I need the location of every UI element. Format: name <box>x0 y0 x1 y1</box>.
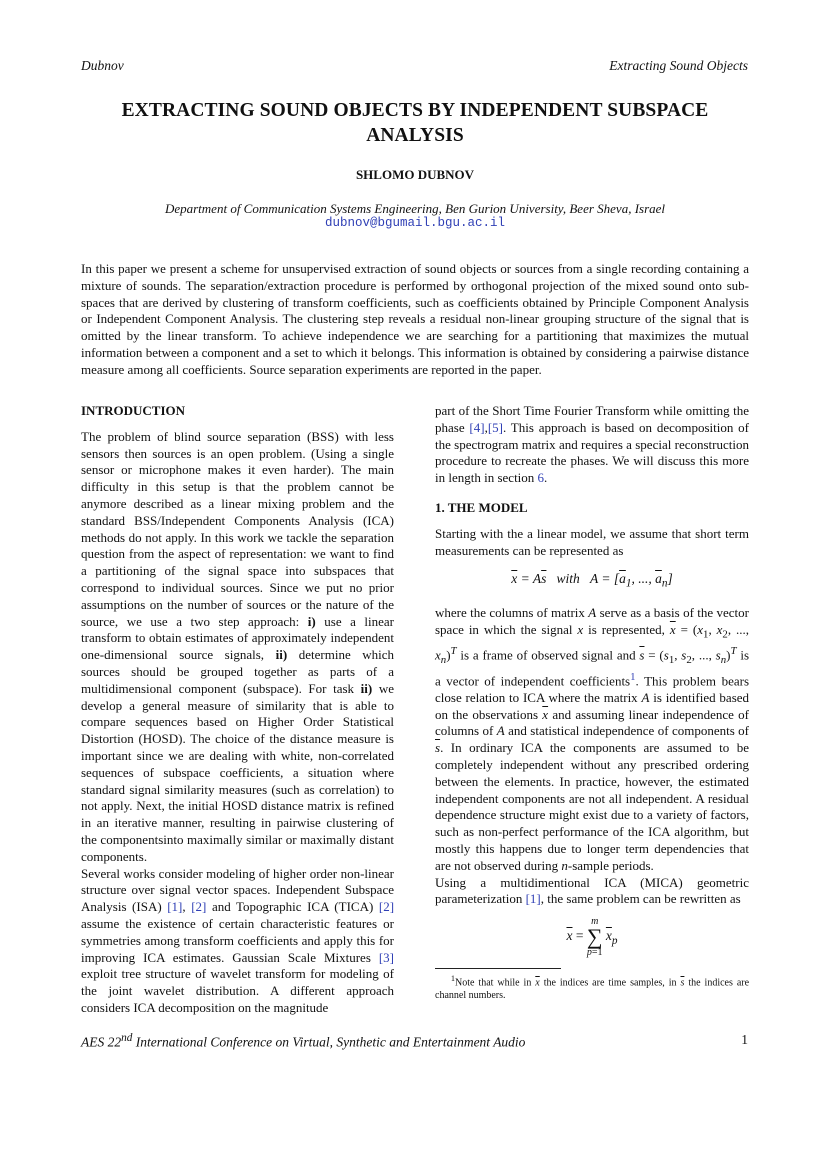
intro-text: The problem of blind source separation (BSS) with less sensors then sources is an open problem. (Using a single sensor or microphone makes it even harder). The main difficulty in this setup is that the problem cannot be anymore described as a linear mixing problem and the standard BSS/Independent Components Analysis (ICA) methods do not apply. In this work we tackle the separation question from the aspect of representation: we want to find a partitioning of the signal space into subspaces that correspond to individual sources. Since we put no prior assumptions on the number of sources or the nature of the source, we use a two step approach: <box>81 428 394 629</box>
right-column <box>435 403 749 1003</box>
body-text: is identified based on the observations <box>435 689 750 722</box>
author-name: SHLOMO DUBNOV <box>355 167 475 182</box>
intro-paragraph-1 <box>81 429 394 866</box>
body-text: and assuming linear independence of columns of <box>435 706 750 739</box>
intro-text: we develop a general measure of similarity that is able to compare sequences based on Higher Order Statistical Distortion (HOSD). The choice of the distance measure is important since we are dealing with white, non-correlated sequences of subspace coefficients, a situation where standard signal similarity measures (such as correlation) to not apply. Next, the initial HOSD distance matrix is refined in an iterative manner, resulting in pairwise clustering of the componentsinto maximally similar or maximally distant components. <box>81 680 395 864</box>
intro-text: exploit tree structure of wavelet transform for modeling of the joint wavelet distribution. A different approach considers ICA decomposition on the magnitude <box>81 966 394 1015</box>
section-heading-model: 1. THE MODEL <box>435 499 528 515</box>
body-text: part of the Short Time Fourier Transform while omitting the phase <box>435 403 749 435</box>
intro-text: and Topographic ICA (TICA) <box>211 899 374 915</box>
affiliation: Department of Communication Systems Engineering, Ben Gurion University, Beer Sheva, Israel <box>164 201 666 216</box>
footnote-text: the indices are channel numbers. <box>435 977 750 1002</box>
equation-mica-sum: $\overline{x} = m$ ∑ p=1 $\overline{x}_p$ <box>566 916 618 959</box>
model-paragraph-3 <box>435 875 749 909</box>
intro-paragraph-2: Several works consider modeling of higher order non-linear structure over signal vector spaces. Independent Subspace Analysis (ISA) [1], [2] and Topographic ICA (TICA) [2] assume the existence of certain characteristic features or symmetries among transform coefficients and apply this for improving ICA estimates. Gaussian Scale Mixtures [3] exploit tree structure of wavelet transform for modeling of the joint wavelet distribution. A different approach considers ICA decomposition on the magnitude <box>81 865 395 1015</box>
citation-link[interactable]: [3] <box>378 949 394 965</box>
list-label-ii: ii) <box>360 680 373 696</box>
citation-link[interactable]: [4] <box>469 419 485 435</box>
body-text: Using a multidimentional ICA (MICA) geometric parameterization <box>435 874 749 907</box>
footnote-rule <box>435 968 561 969</box>
running-header-title: Extracting Sound Objects <box>609 58 748 73</box>
intro-text: determine which sources should be grouped together as parts of a multidimensional component (subspace). For task <box>81 647 395 696</box>
author-email-link[interactable]: dubnov@bgumail.bgu.ac.il <box>324 216 506 230</box>
body-text: and statistical independence of components of <box>508 723 750 739</box>
footnote-marker-link[interactable]: 1 <box>630 670 636 683</box>
footer-ordinal: nd <box>121 1032 133 1044</box>
footer-conference-name: International Conference on Virtual, Synthetic and Entertainment Audio <box>135 1034 526 1050</box>
intro-text: Several works consider modeling of higher order non-linear structure over signal vector spaces. Independent Subspace Analysis (ISA) <box>81 865 394 915</box>
body-text: serve as a basis of the vector space in which the signal <box>435 604 750 637</box>
footnote: $^1$Note that while in $\overline{x}$ the indices are time samples, in $\overline{s}$ the indices are channel numbers. <box>435 974 750 1002</box>
footnote-text: Note that while in <box>455 977 532 989</box>
section-ref-link[interactable]: 6 <box>537 470 545 486</box>
equation-word: with <box>556 571 580 587</box>
citation-link[interactable]: [5] <box>487 419 503 435</box>
left-column <box>81 403 394 1017</box>
body-text: is represented, <box>588 621 665 637</box>
equation-linear-model: $\overline{x} = A\overline{s}$ with $A = [\overline{a}_1$, ..., $\overline{a}_n$] <box>511 571 673 591</box>
model-paragraph-2: where the columns of matrix A serve as a basis of the vector space in which the signal x is represented, $\overline{x} = (x_1$, $x_2$, ..., $x_n)^T$ is a frame of observed signal and $\overline{s} = (s_1$, $s_2$, ..., $s_n)^T$ is a vector of independent coefficients$^1$. This problem bears close relation to ICA where the matrix A is identified based on the observations $\overline{x}$ and assuming linear independence of columns of A and statistical independence of components of $\overline{s}$. In ordinary ICA the components are assumed to be completely independent without any prescribed ordering between the elements. In practice, however, the estimated independent components are not all independent. A residual dependence structure might exist due to a variety of factors, such as non-perfect performance of the ICA algorithm, but mostly this happens due to longer term dependencies that are not observed during n-sample periods. <box>435 604 750 873</box>
list-label-i: i) <box>307 613 316 629</box>
abstract: In this paper we present a scheme for unsupervised extraction of sound objects or sources from a single recording containing a mixture of sounds. The separation/extraction procedure is performed by orthogonal projection of the mixed sound onto sub-spaces that are derived by clustering of transform coefficients, such as coefficients obtained by Principle Component Analysis or Independent Component Analysis. The clustering step reveals a residual non-linear grouping structure of the signal that is omitted by the linear transform. To achieve independence we are searching for a partitioning that maximizes the mutual information between a component and a set to which it belongs. This information is obtained by considering a pairwise distance measure among all coefficients. Source separation experiments are reported in the paper. <box>81 261 749 377</box>
body-text: . In ordinary ICA the components are assumed to be completely independent without any prescribed ordering between the elements. In practice, however, the estimated independent components are not all independent. A residual dependence structure might exist due to a variety of factors, such as non-perfect performance of the ICA algorithm, but mostly this happens due to longer term dependencies that are not observed during <box>435 740 749 873</box>
citation-link[interactable]: [1] <box>167 899 183 915</box>
body-text: . This approach is based on decomposition of the spectrogram matrix and requires a special reconstruction procedure to recreate the phases. We will discuss this more in length in section <box>435 419 749 486</box>
footnote-text: the indices are time samples, in <box>543 977 677 989</box>
body-text: is a vector of independent coefficients <box>435 647 749 689</box>
model-paragraph-1: Starting with the a linear model, we assume that short term measurements can be represented as <box>435 525 749 558</box>
section-heading-introduction: INTRODUCTION <box>81 403 186 418</box>
citation-link[interactable]: [2] <box>191 899 207 915</box>
body-text: . This problem bears close relation to ICA where the matrix <box>435 673 749 705</box>
body-text: -sample periods. <box>567 857 654 873</box>
footnote-number: 1 <box>450 974 456 984</box>
paper-title: EXTRACTING SOUND OBJECTS BY INDEPENDENT SUBSPACE ANALYSIS <box>121 100 709 146</box>
body-text: is a frame of observed signal and <box>460 647 636 663</box>
intro-text: assume the existence of certain characteristic features or symmetries among transform coefficients and apply this for improving ICA estimates. Gaussian Scale Mixtures <box>81 915 394 965</box>
running-header-author: Dubnov <box>81 58 124 73</box>
body-text: where the columns of matrix <box>435 604 585 620</box>
body-text: , the same problem can be rewritten as <box>540 891 741 907</box>
footer-aes: AES 22 <box>81 1034 122 1050</box>
list-label-ii: ii) <box>275 647 288 663</box>
page-number: 1 <box>741 1032 748 1047</box>
citation-link[interactable]: [1] <box>525 891 541 907</box>
right-paragraph-continued: part of the Short Time Fourier Transform while omitting the phase [4],[5]. This approach is based on decomposition of the spectrogram matrix and requires a special reconstruction procedure to recreate the phases. We will discuss this more in length in section 6. <box>435 403 749 486</box>
footer-conference <box>81 1032 525 1051</box>
intro-text: use a linear transform to obtain estimates of approximately independent one-dimensional source signals, <box>81 613 394 663</box>
citation-link[interactable]: [2] <box>378 899 395 915</box>
